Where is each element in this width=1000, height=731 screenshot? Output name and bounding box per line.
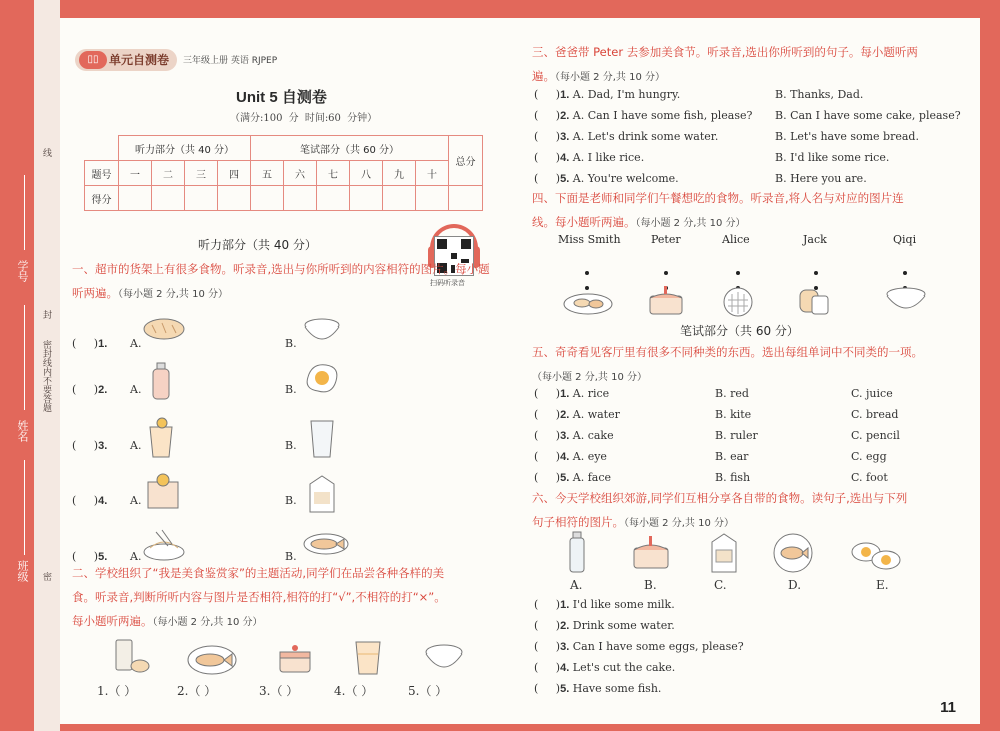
- sec6-item-4[interactable]: ( )4. Let's cut the cake.: [534, 661, 676, 674]
- score-cell[interactable]: [119, 186, 152, 211]
- sec6-item-1[interactable]: ( )1. I'd like some milk.: [534, 598, 675, 611]
- score-cell[interactable]: [350, 186, 383, 211]
- cake-picture: [276, 640, 316, 676]
- fish-plate-picture: [772, 532, 814, 574]
- match-dot[interactable]: [736, 271, 740, 275]
- sec5-instruction: 五、奇奇看见客厅里有很多不同种类的东西。选出每组单词中不同类的一项。 （每小题 2 分,共 10 分）: [532, 345, 923, 383]
- option-d: D.: [788, 578, 802, 592]
- egg-picture: [302, 361, 348, 405]
- sec1-option-a[interactable]: A.: [130, 337, 142, 350]
- sec1-item-5: ( )5.: [72, 550, 108, 563]
- sec3-option-b[interactable]: B. Here you are.: [775, 172, 867, 185]
- score-cell[interactable]: [449, 186, 483, 211]
- score-col: 四: [218, 161, 251, 186]
- score-col: 三: [185, 161, 218, 186]
- sec2-answer-4[interactable]: 4.（ ）: [334, 684, 374, 698]
- score-cell[interactable]: [185, 186, 218, 211]
- field-name: 姓名: [16, 420, 29, 442]
- seal-seal-char: 封: [41, 310, 51, 319]
- unit-badge: ▯▯ 单元自测卷: [75, 49, 177, 71]
- grade-label: 三年级上册 英语 RJPEP: [183, 56, 278, 66]
- rice-bowl-picture: [884, 284, 928, 316]
- binding-sidebar: [0, 0, 60, 731]
- listening-header: 听力部分（共 40 分）: [119, 136, 251, 161]
- exam-meta: （满分:100 分 时间:60 分钟）: [230, 113, 378, 124]
- score-cell[interactable]: [218, 186, 251, 211]
- field-line: [24, 175, 25, 250]
- listening-title: 听力部分（共 40 分）: [198, 238, 317, 252]
- writing-header: 笔试部分（共 60 分）: [251, 136, 449, 161]
- sec2-instruction: 二、学校组织了“我是美食鉴赏家”的主题活动,同学们在品尝各种各样的美 食。听录音,判断所听内容与图片是否相符,相符的打“√”,不相符的打“×”。 每小题听两遍。（每小题 2 分,共 10 分）: [72, 566, 446, 628]
- sec1-option-a[interactable]: A.: [130, 383, 142, 396]
- score-cell[interactable]: [251, 186, 284, 211]
- score-cell[interactable]: [416, 186, 449, 211]
- person-alice: Alice: [722, 233, 750, 246]
- field-class: 班级: [16, 560, 29, 582]
- seal-notice: 密封线内不要答题: [41, 340, 51, 412]
- box-picture: [142, 472, 188, 516]
- page-title: Unit 5 自测卷: [236, 89, 327, 106]
- score-cell[interactable]: [284, 186, 317, 211]
- rice-picture: [302, 315, 348, 359]
- sec5-item-3[interactable]: ( )3. A. cake: [534, 429, 614, 442]
- sec5-option-c[interactable]: C. juice: [851, 387, 893, 400]
- book-icon: ▯▯: [79, 51, 107, 69]
- sec6-item-3[interactable]: ( )3. Can I have some eggs, please?: [534, 640, 744, 653]
- row-label-score: 得分: [85, 186, 119, 211]
- bread-picture: [142, 315, 188, 359]
- rice-bowl-picture: [422, 640, 466, 676]
- score-col: 八: [350, 161, 383, 186]
- person-jack: Jack: [803, 233, 827, 246]
- sec5-option-c[interactable]: C. pencil: [851, 429, 900, 442]
- field-student-number: 学号: [16, 260, 29, 282]
- person-miss-smith: Miss Smith: [558, 233, 621, 246]
- sec4-instruction: 四、下面是老师和同学们午餐想吃的食物。听录音,将人名与对应的图片连 线。每小题听两遍。（每小题 2 分,共 10 分）: [532, 191, 904, 229]
- bottle-picture: [142, 361, 188, 405]
- sec3-option-b[interactable]: B. I'd like some rice.: [775, 151, 890, 164]
- match-dot[interactable]: [664, 271, 668, 275]
- total-header: 总分: [449, 136, 483, 186]
- person-peter: Peter: [651, 233, 681, 246]
- score-col: 七: [317, 161, 350, 186]
- water-picture: [302, 417, 348, 461]
- birthday-cake-picture: [646, 284, 686, 318]
- sec1-option-b[interactable]: B.: [285, 550, 297, 563]
- option-a: A.: [570, 578, 583, 592]
- score-col: 五: [251, 161, 284, 186]
- person-qiqi: Qiqi: [893, 233, 917, 246]
- sec1-option-a[interactable]: A.: [130, 550, 142, 563]
- sec5-option-b[interactable]: B. ruler: [715, 429, 758, 442]
- sec1-item-2: ( )2.: [72, 383, 108, 396]
- field-line: [24, 305, 25, 410]
- match-dot[interactable]: [585, 271, 589, 275]
- milk-carton-picture: [706, 532, 742, 574]
- sec5-option-b[interactable]: B. ear: [715, 450, 749, 463]
- option-b: B.: [644, 578, 657, 592]
- fried-eggs-picture: [848, 538, 904, 572]
- dish-picture: [562, 288, 614, 316]
- egg-glass-picture: [112, 636, 152, 676]
- sec5-item-5[interactable]: ( )5. A. face: [534, 471, 611, 484]
- match-dot[interactable]: [903, 271, 907, 275]
- sec3-instruction: 三、爸爸带 Peter 去参加美食节。听录音,选出你所听到的句子。每小题听两 遍。（每小题 2 分,共 10 分）: [532, 45, 918, 83]
- sec5-option-c[interactable]: C. egg: [851, 450, 887, 463]
- sec3-item-3[interactable]: ( )3. A. Let's drink some water.: [534, 130, 719, 143]
- fish-plate-picture: [186, 640, 238, 676]
- sec1-option-a[interactable]: A.: [130, 439, 142, 452]
- sec1-option-b[interactable]: B.: [285, 337, 297, 350]
- score-cell[interactable]: [383, 186, 416, 211]
- field-line: [24, 460, 25, 555]
- sec6-instruction: 六、今天学校组织郊游,同学们互相分享各自带的食物。读句子,选出与下列 句子相符的图片。（每小题 2 分,共 10 分）: [532, 491, 908, 529]
- row-label-number: 题号: [85, 161, 119, 186]
- score-cell[interactable]: [152, 186, 185, 211]
- juice-glass-picture: [352, 638, 384, 678]
- sec5-item-2[interactable]: ( )2. A. water: [534, 408, 620, 421]
- option-c: C.: [714, 578, 727, 592]
- birthday-cake-picture: [630, 532, 674, 572]
- seal-close-char: 密: [41, 572, 51, 581]
- bread-loaf-picture: [796, 284, 832, 318]
- score-col: 二: [152, 161, 185, 186]
- page-number: 11: [940, 699, 956, 716]
- sec5-option-b[interactable]: B. fish: [715, 471, 751, 484]
- milk-picture: [302, 472, 348, 516]
- basket-picture: [720, 282, 756, 318]
- sec3-item-2[interactable]: ( )2. A. Can I have some fish, please?: [534, 109, 753, 122]
- sec2-answer-2[interactable]: 2.（ ）: [177, 684, 217, 698]
- seal-line-char: 线: [41, 148, 51, 157]
- sec6-item-5[interactable]: ( )5. Have some fish.: [534, 682, 662, 695]
- sec3-item-1[interactable]: ( )1. A. Dad, I'm hungry.: [534, 88, 681, 101]
- sec1-option-b[interactable]: B.: [285, 494, 297, 507]
- sec1-item-4: ( )4.: [72, 494, 108, 507]
- sec2-answer-5[interactable]: 5.（ ）: [408, 684, 448, 698]
- sec3-option-b[interactable]: B. Can I have some cake, please?: [775, 109, 961, 122]
- sec1-option-a[interactable]: A.: [130, 494, 142, 507]
- sec6-item-2[interactable]: ( )2. Drink some water.: [534, 619, 675, 632]
- score-col: 九: [383, 161, 416, 186]
- option-e: E.: [876, 578, 889, 592]
- sec2-answer-1[interactable]: 1.（ ）: [97, 684, 137, 698]
- score-cell[interactable]: [317, 186, 350, 211]
- score-table: [84, 135, 483, 211]
- sec3-item-5[interactable]: ( )5. A. You're welcome.: [534, 172, 679, 185]
- qr-label: 扫码听录音: [430, 279, 465, 287]
- sec5-item-4[interactable]: ( )4. A. eye: [534, 450, 607, 463]
- juice-picture: [142, 417, 188, 461]
- sec3-option-b[interactable]: B. Thanks, Dad.: [775, 88, 864, 101]
- score-col: 十: [416, 161, 449, 186]
- water-bottle-picture: [566, 530, 588, 574]
- sec1-instruction: 一、超市的货架上有很多食物。听录音,选出与你所听到的内容相符的图片。每小题听两遍。（每小题 2 分,共 10 分）: [72, 262, 490, 300]
- sec5-item-1[interactable]: ( )1. A. rice: [534, 387, 610, 400]
- sec3-item-4[interactable]: ( )4. A. I like rice.: [534, 151, 645, 164]
- match-dot[interactable]: [814, 271, 818, 275]
- sec5-option-c[interactable]: C. foot: [851, 471, 888, 484]
- sec5-option-b[interactable]: B. kite: [715, 408, 752, 421]
- sec1-option-b[interactable]: B.: [285, 439, 297, 452]
- score-col: 六: [284, 161, 317, 186]
- sec3-option-b[interactable]: B. Let's have some bread.: [775, 130, 919, 143]
- sec1-option-b[interactable]: B.: [285, 383, 297, 396]
- sec2-answer-3[interactable]: 3.（ ）: [259, 684, 299, 698]
- writing-title: 笔试部分（共 60 分）: [680, 324, 799, 338]
- sec1-item-3: ( )3.: [72, 439, 108, 452]
- sec5-option-b[interactable]: B. red: [715, 387, 749, 400]
- sec1-item-1: ( )1.: [72, 337, 108, 350]
- sec5-option-c[interactable]: C. bread: [851, 408, 899, 421]
- score-col: 一: [119, 161, 152, 186]
